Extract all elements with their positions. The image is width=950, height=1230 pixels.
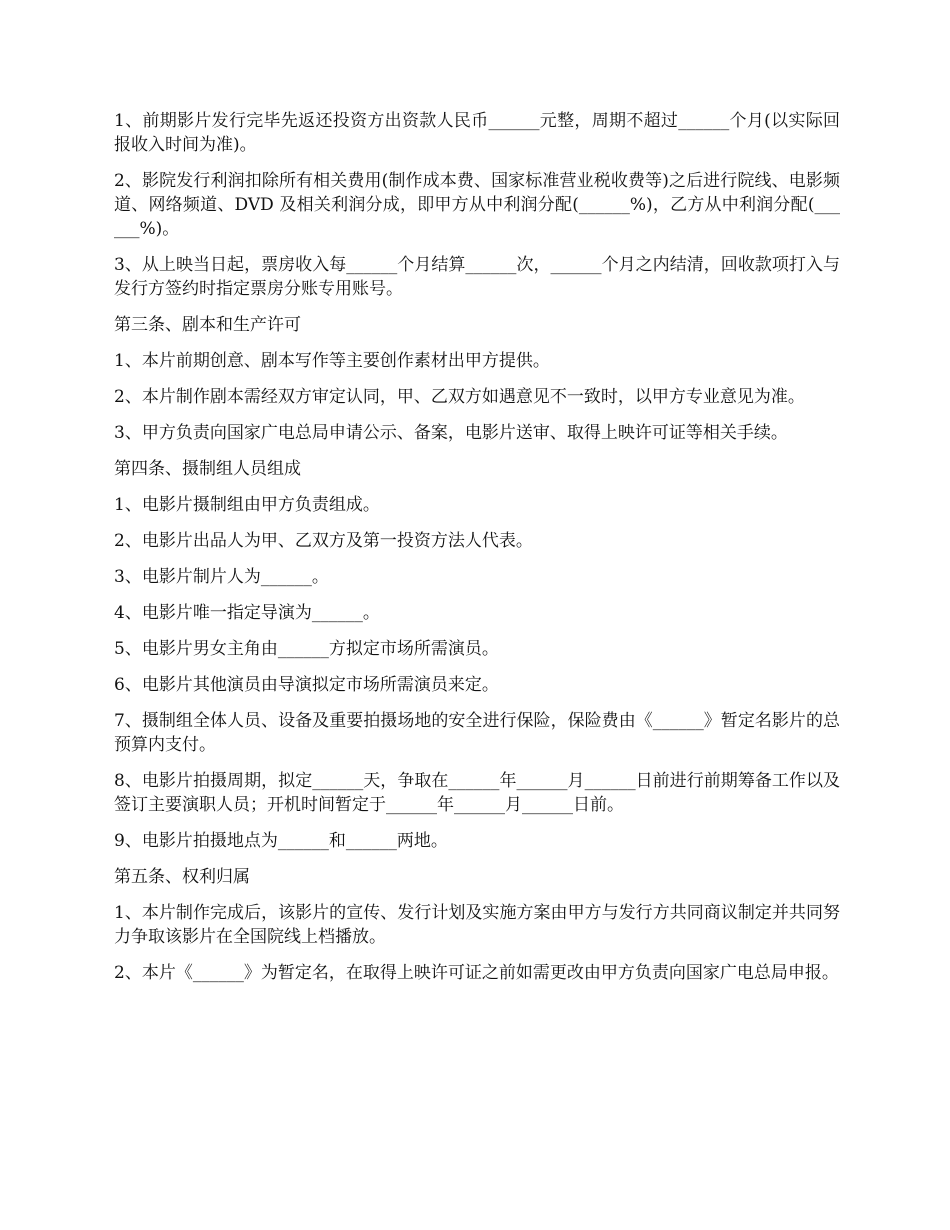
clause-paragraph: 1、本片前期创意、剧本写作等主要创作素材出甲方提供。: [114, 351, 550, 371]
clause-paragraph: 2、本片《______》为暂定名，在取得上映许可证之前如需更改由甲方负责向国家广电总局申报。: [114, 963, 839, 983]
clause-paragraph: 5、电影片男女主角由______方拟定市场所需演员。: [114, 639, 499, 659]
document-page: [114, 109, 840, 997]
clause-paragraph: 3、甲方负责向国家广电总局申请公示、备案，电影片送审、取得上映许可证等相关手续。: [114, 423, 788, 443]
clause-paragraph: 7、摄制组全体人员、设备及重要拍摄场地的安全进行保险，保险费由《______》暂定名影片的总预算内支付。: [114, 711, 840, 755]
clause-paragraph: 1、前期影片发行完毕先返还投资方出资款人民币______元整，周期不超过______个月(以实际回报收入时间为准)。: [114, 111, 840, 155]
clause-paragraph: 9、电影片拍摄地点为______和______两地。: [114, 831, 448, 851]
clause-paragraph: 4、电影片唯一指定导演为______。: [114, 603, 380, 623]
clause-paragraph: 6、电影片其他演员由导演拟定市场所需演员来定。: [114, 675, 499, 695]
clause-paragraph: 3、电影片制片人为______。: [114, 567, 329, 587]
clause-paragraph: 1、本片制作完成后，该影片的宣传、发行计划及实施方案由甲方与发行方共同商议制定并共同努力争取该影片在全国院线上档播放。: [114, 903, 840, 947]
clause-paragraph: 2、本片制作剧本需经双方审定认同，甲、乙双方如遇意见不一致时，以甲方专业意见为准。: [114, 387, 805, 407]
clause-paragraph: 1、电影片摄制组由甲方负责组成。: [114, 495, 380, 515]
section-heading: 第三条、剧本和生产许可: [114, 315, 301, 335]
section-heading: 第四条、摄制组人员组成: [114, 459, 301, 479]
section-heading: 第五条、权利归属: [114, 867, 250, 887]
clause-paragraph: 3、从上映当日起，票房收入每______个月结算______次，______个月之内结清，回收款项打入与发行方签约时指定票房分账专用账号。: [114, 255, 840, 299]
clause-paragraph: 2、电影片出品人为甲、乙双方及第一投资方法人代表。: [114, 531, 533, 551]
clause-paragraph: 2、影院发行利润扣除所有相关费用(制作成本费、国家标准营业税收费等)之后进行院线、电影频道、网络频道、DVD 及相关利润分成，即甲方从中利润分配(______%)，乙方从中利润分配(______%)。: [114, 171, 840, 239]
clause-paragraph: 8、电影片拍摄周期，拟定______天，争取在______年______月______日前进行前期筹备工作以及签订主要演职人员；开机时间暂定于______年______月______日前。: [114, 771, 840, 815]
